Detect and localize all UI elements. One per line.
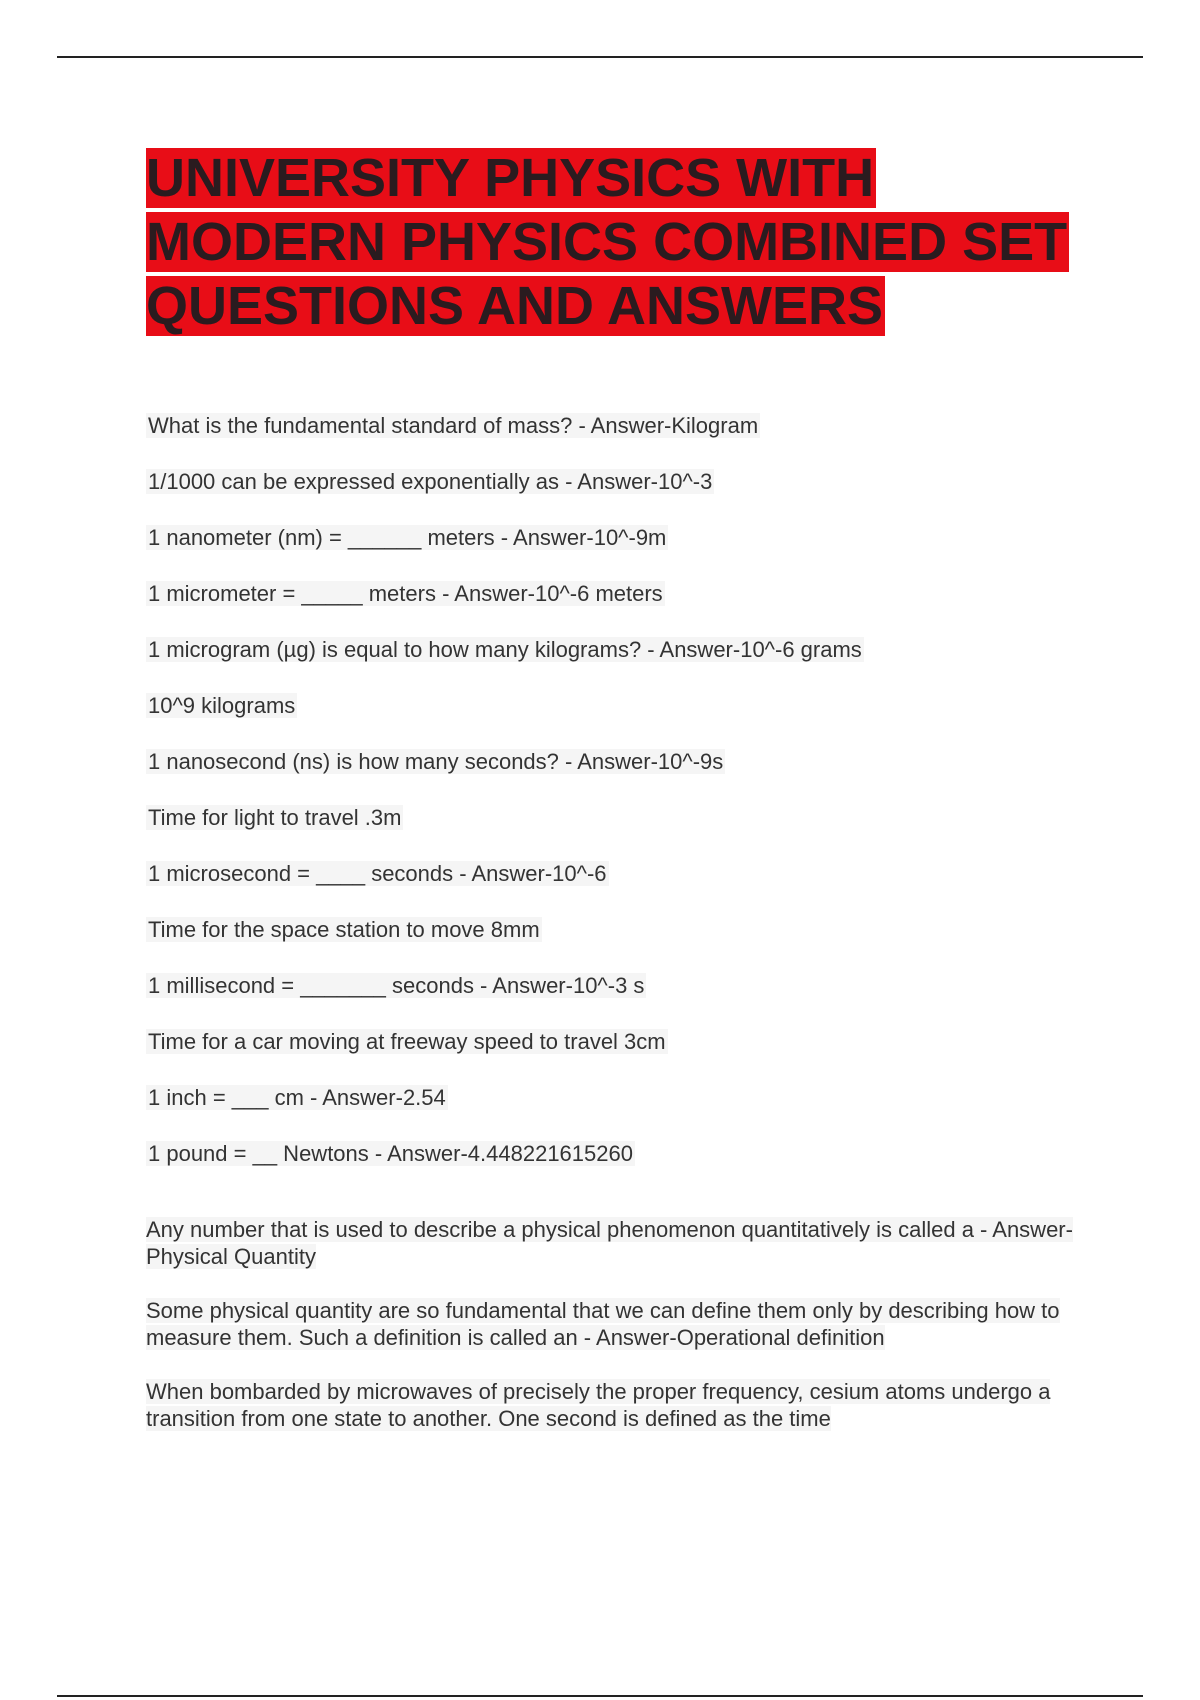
qa-text: 1 inch = ___ cm - Answer-2.54	[148, 1085, 446, 1110]
qa-item	[146, 804, 1086, 832]
qa-text: 10^9 kilograms	[148, 693, 296, 718]
qa-paragraph-text: Any number that is used to describe a physical phenomenon quantitatively is called a - Answer-Physical Quantity	[146, 1217, 1073, 1269]
bottom-rule	[57, 1695, 1143, 1697]
qa-item	[146, 916, 1086, 944]
qa-item	[146, 972, 1086, 1000]
qa-item	[146, 1140, 1086, 1168]
qa-item	[146, 1028, 1086, 1056]
qa-item	[146, 748, 1086, 776]
qa-paragraph	[146, 1216, 1086, 1270]
qa-item	[146, 636, 1086, 664]
qa-item	[146, 580, 1086, 608]
qa-text: Time for the space station to move 8mm	[148, 917, 540, 942]
qa-text: 1 nanometer (nm) = ______ meters - Answer-10^-9m	[148, 525, 667, 550]
qa-list	[146, 412, 1086, 1459]
qa-paragraph-text: Some physical quantity are so fundamental that we can define them only by describing how to measure them. Such a definition is called an - Answer-Operational definition	[146, 1298, 1060, 1350]
qa-text: Time for a car moving at freeway speed to travel 3cm	[148, 1029, 666, 1054]
qa-text: What is the fundamental standard of mass? - Answer-Kilogram	[148, 413, 759, 438]
qa-paragraph	[146, 1297, 1086, 1351]
qa-text: 1 nanosecond (ns) is how many seconds? - Answer-10^-9s	[148, 749, 724, 774]
top-rule	[57, 56, 1143, 58]
qa-text: 1 microgram (µg) is equal to how many kilograms? - Answer-10^-6 grams	[148, 637, 862, 662]
qa-paragraph	[146, 1378, 1086, 1432]
qa-item	[146, 468, 1086, 496]
qa-text: 1 pound = __ Newtons - Answer-4.448221615260	[148, 1141, 633, 1166]
qa-item	[146, 1084, 1086, 1112]
qa-paragraph-text: When bombarded by microwaves of precisely the proper frequency, cesium atoms undergo a transition from one state to another. One second is defined as the time	[146, 1379, 1051, 1431]
qa-item	[146, 860, 1086, 888]
qa-text: Time for light to travel .3m	[148, 805, 402, 830]
section-spacer	[146, 1196, 1086, 1216]
qa-item	[146, 412, 1086, 440]
qa-item	[146, 692, 1086, 720]
qa-text: 1 millisecond = _______ seconds - Answer-10^-3 s	[148, 973, 645, 998]
document-title	[146, 146, 1086, 338]
qa-text: 1 micrometer = _____ meters - Answer-10^-6 meters	[148, 581, 663, 606]
qa-item	[146, 524, 1086, 552]
document-title-text: UNIVERSITY PHYSICS WITH MODERN PHYSICS COMBINED SET QUESTIONS AND ANSWERS	[146, 148, 1068, 336]
qa-text: 1 microsecond = ____ seconds - Answer-10^-6	[148, 861, 607, 886]
qa-text: 1/1000 can be expressed exponentially as - Answer-10^-3	[148, 469, 713, 494]
